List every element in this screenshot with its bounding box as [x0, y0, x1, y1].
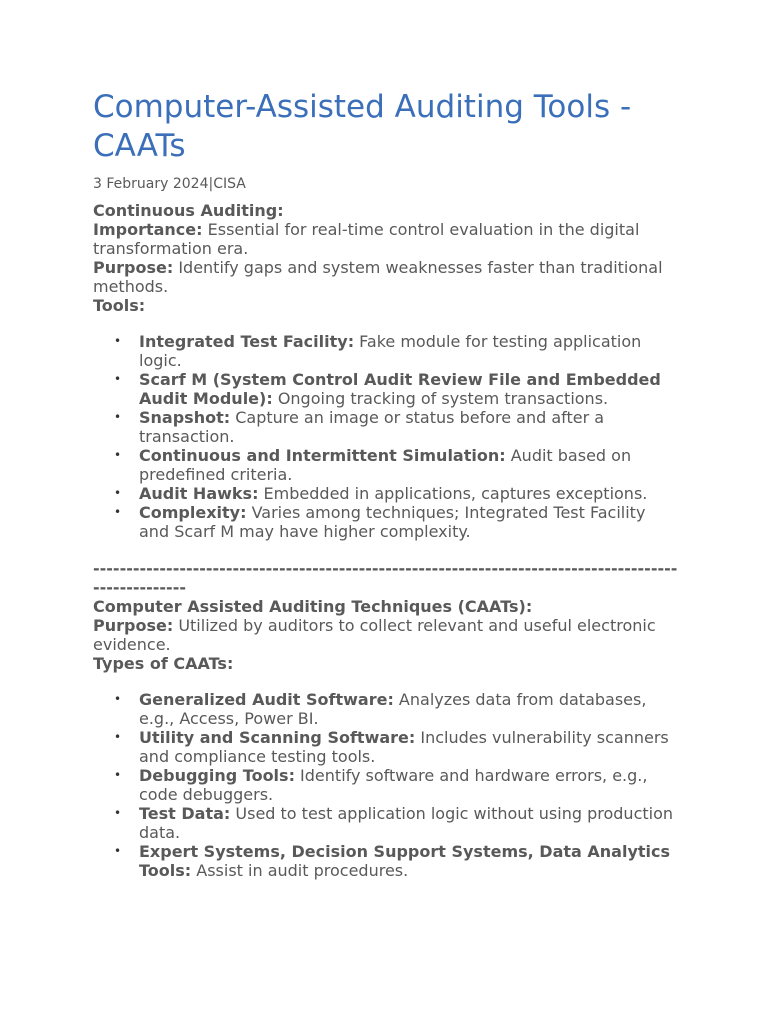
list-item	[139, 370, 679, 408]
list-item	[139, 446, 679, 484]
item-text: Assist in audit procedures.	[191, 861, 409, 880]
caats-section	[93, 597, 678, 673]
item-label: Test Data:	[139, 804, 231, 823]
item-text: Embedded in applications, captures exceptions.	[258, 484, 648, 503]
item-label: Generalized Audit Software:	[139, 690, 394, 709]
purpose-label: Purpose:	[93, 616, 174, 635]
purpose-label: Purpose:	[93, 258, 174, 277]
importance-label: Importance:	[93, 220, 203, 239]
item-text: Used to test application logic without using production data.	[139, 804, 674, 842]
types-label: Types of CAATs:	[93, 654, 234, 673]
item-label: Continuous and Intermittent Simulation:	[139, 446, 506, 465]
item-label: Snapshot:	[139, 408, 231, 427]
item-text: Analyzes data from databases, e.g., Access, Power BI.	[139, 690, 647, 728]
list-item	[139, 804, 679, 842]
section-heading: Continuous Auditing:	[93, 201, 284, 220]
list-item	[139, 484, 679, 503]
item-text: Varies among techniques; Integrated Test Facility and Scarf M may have higher complexity.	[139, 503, 646, 541]
item-label: Audit Hawks:	[139, 484, 259, 503]
importance-line	[93, 220, 678, 258]
item-text: Ongoing tracking of system transactions.	[272, 389, 609, 408]
list-item	[139, 690, 679, 728]
purpose-text: Identify gaps and system weaknesses faster than traditional methods.	[93, 258, 663, 296]
item-label: Expert Systems, Decision Support Systems, Data Analytics Tools:	[139, 842, 671, 880]
item-label: Complexity:	[139, 503, 247, 522]
item-label: Integrated Test Facility:	[139, 332, 355, 351]
purpose-line	[93, 616, 678, 654]
item-label: Scarf M (System Control Audit Review File and Embedded Audit Module):	[139, 370, 661, 408]
date-source-line: 3 February 2024|CISA	[93, 176, 246, 192]
tools-list	[93, 332, 679, 541]
section-heading: Computer Assisted Auditing Techniques (CAATs):	[93, 597, 533, 616]
item-text: Capture an image or status before and after a transaction.	[139, 408, 605, 446]
item-text: Includes vulnerability scanners and compliance testing tools.	[139, 728, 669, 766]
dashed-divider: ------------------------------------------------------------------------------------------------------	[93, 559, 678, 597]
purpose-text: Utilized by auditors to collect relevant and useful electronic evidence.	[93, 616, 656, 654]
list-item	[139, 728, 679, 766]
list-item	[139, 408, 679, 446]
item-text: Audit based on predefined criteria.	[139, 446, 632, 484]
purpose-line	[93, 258, 678, 296]
continuous-auditing-section	[93, 201, 678, 315]
item-label: Utility and Scanning Software:	[139, 728, 416, 747]
tools-label: Tools:	[93, 296, 146, 315]
item-label: Debugging Tools:	[139, 766, 295, 785]
list-item	[139, 842, 679, 880]
item-text: Identify software and hardware errors, e.g., code debuggers.	[139, 766, 648, 804]
list-item	[139, 332, 679, 370]
caats-types-list	[93, 690, 679, 880]
importance-text: Essential for real-time control evaluation in the digital transformation era.	[93, 220, 640, 258]
page-title: Computer-Assisted Auditing Tools - CAATs	[93, 89, 632, 164]
list-item	[139, 766, 679, 804]
list-item	[139, 503, 679, 541]
item-text: Fake module for testing application logic.	[139, 332, 642, 370]
